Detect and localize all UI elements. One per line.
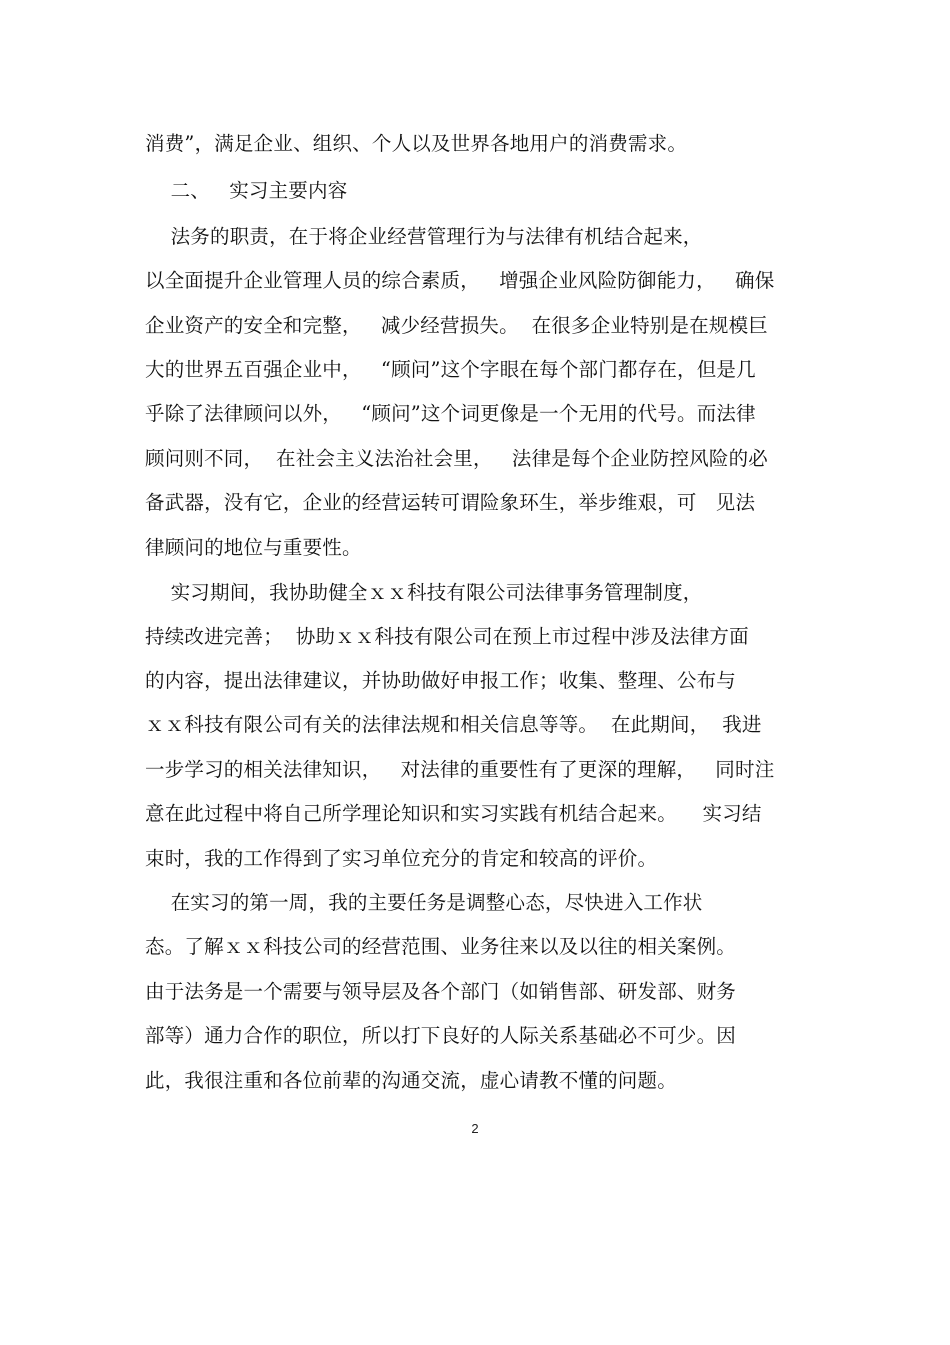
text-line: 以全面提升企业管理人员的综合素质， 增强企业风险防御能力， 确保 (145, 269, 775, 292)
text-line: 实习期间，我协助健全ｘｘ科技有限公司法律事务管理制度， (145, 581, 703, 604)
text-line: 乎除了法律顾问以外， “顾问”这个词更像是一个无用的代号。而法律 (145, 402, 756, 425)
text-line: 在实习的第一周，我的主要任务是调整心态，尽快进入工作状 (145, 891, 703, 914)
text-line: 部等）通力合作的职位，所以打下良好的人际关系基础必不可少。因 (145, 1024, 737, 1047)
text-line: 备武器，没有它，企业的经营运转可谓险象环生，举步维艰，可 见法 (145, 491, 756, 514)
text-line: 的内容，提出法律建议，并协助做好申报工作；收集、整理、公布与 (145, 669, 737, 692)
text-line: 企业资产的安全和完整， 减少经营损失。 在很多企业特别是在规模巨 (145, 314, 768, 337)
text-line: 意在此过程中将自己所学理论知识和实习实践有机结合起来。 实习结 (145, 802, 762, 825)
section-heading: 二、 实习主要内容 (145, 179, 348, 202)
text-line: 态。了解ｘｘ科技公司的经营范围、业务往来以及以往的相关案例。 (145, 935, 737, 958)
text-line: ｘｘ科技有限公司有关的法律法规和相关信息等等。 在此期间， 我进 (145, 713, 762, 736)
text-line: 大的世界五百强企业中， “顾问”这个字眼在每个部门都存在，但是几 (145, 358, 756, 381)
text-line: 由于法务是一个需要与领导层及各个部门（如销售部、研发部、财务 (145, 980, 737, 1003)
text-line: 顾问则不同， 在社会主义法治社会里， 法律是每个企业防控风险的必 (145, 447, 768, 470)
text-line: 此，我很注重和各位前辈的沟通交流，虚心请教不懂的问题。 (145, 1069, 677, 1092)
text-line: 持续改进完善； 协助ｘｘ科技有限公司在预上市过程中涉及法律方面 (145, 625, 749, 648)
text-line: 束时，我的工作得到了实习单位充分的肯定和较高的评价。 (145, 847, 658, 870)
text-line: 消费”，满足企业、组织、个人以及世界各地用户的消费需求。 (145, 132, 688, 155)
page-number: 2 (471, 1121, 479, 1136)
text-line: 法务的职责，在于将企业经营管理行为与法律有机结合起来， (145, 225, 703, 248)
text-line: 律顾问的地位与重要性。 (145, 536, 362, 559)
text-line: 一步学习的相关法律知识， 对法律的重要性有了更深的理解， 同时注 (145, 758, 775, 781)
